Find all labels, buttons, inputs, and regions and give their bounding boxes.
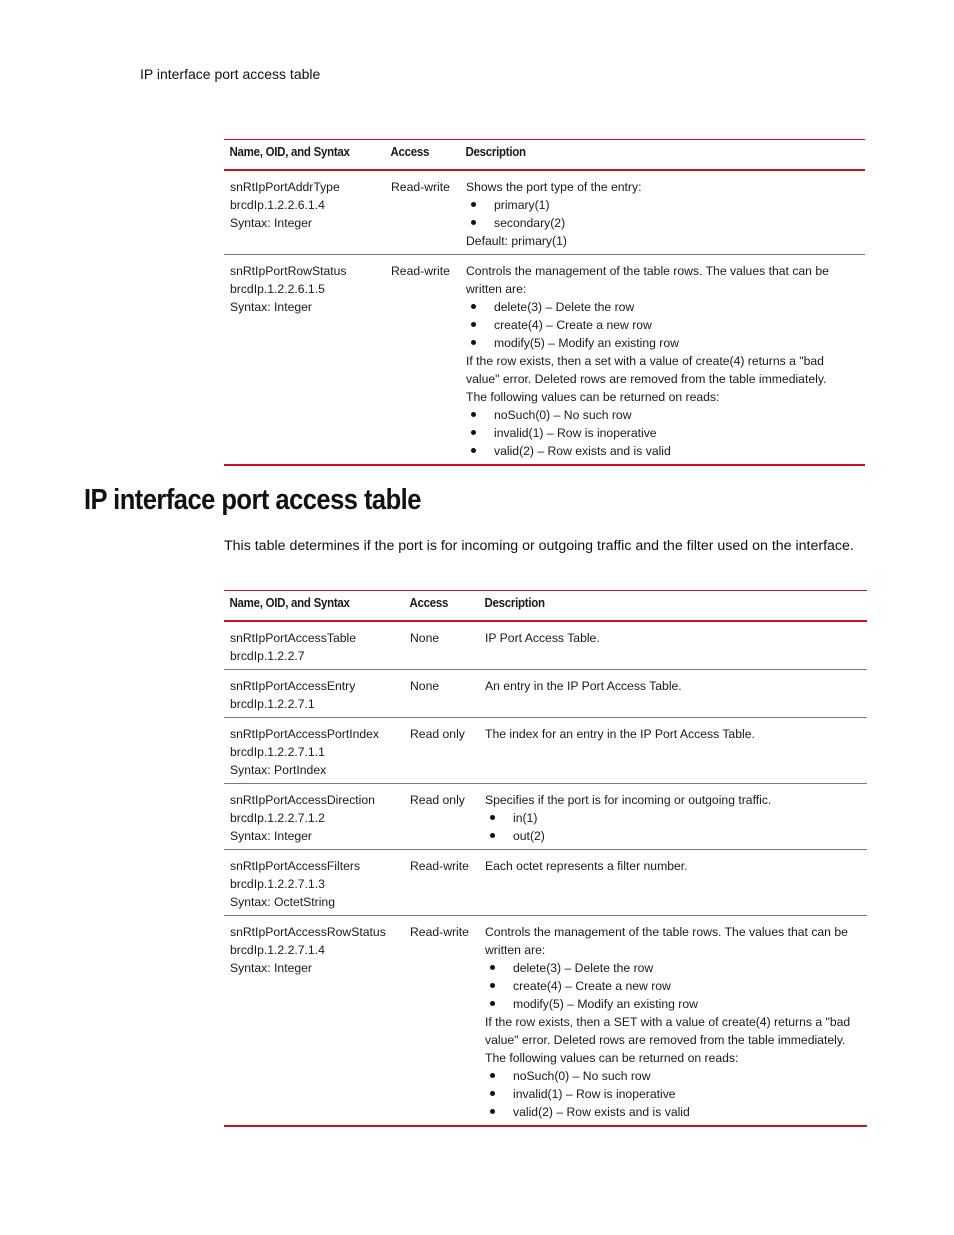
description-text: IP Port Access Table. bbox=[485, 631, 600, 645]
cell-access: Read-write bbox=[410, 925, 469, 939]
table-row bbox=[224, 784, 867, 850]
cell-access: Read-write bbox=[391, 180, 450, 194]
cell-name-oid-syntax bbox=[224, 670, 404, 718]
object-syntax: Syntax: PortIndex bbox=[230, 763, 327, 777]
cell-description bbox=[460, 170, 865, 255]
bullet-item: out(2) bbox=[485, 827, 861, 845]
object-oid: brcdIp.1.2.2.7 bbox=[230, 649, 305, 663]
cell-name-oid-syntax bbox=[224, 718, 404, 784]
description-text: Controls the management of the table rows. The values that can be written are: bbox=[466, 264, 829, 296]
bullet-item: in(1) bbox=[485, 809, 861, 827]
description-text: If the row exists, then a SET with a value of create(4) returns a "bad value" error. Deleted rows are removed from the table immediately. bbox=[485, 1015, 851, 1047]
bullet-list bbox=[466, 196, 859, 232]
bullet-item: create(4) – Create a new row bbox=[466, 316, 859, 334]
table-row bbox=[224, 670, 867, 718]
cell-name-oid-syntax bbox=[224, 784, 404, 850]
bullet-item: primary(1) bbox=[466, 196, 859, 214]
column-header-name: Name, OID, and Syntax bbox=[229, 596, 350, 610]
description-text: Each octet represents a filter number. bbox=[485, 859, 688, 873]
table-body bbox=[224, 170, 865, 465]
object-name: snRtIpPortRowStatus bbox=[230, 264, 347, 278]
description-text: Shows the port type of the entry: bbox=[466, 180, 642, 194]
cell-description bbox=[479, 670, 867, 718]
object-syntax: Syntax: Integer bbox=[230, 961, 312, 975]
description-text: The following values can be returned on reads: bbox=[466, 390, 720, 404]
table-row bbox=[224, 916, 867, 1127]
bullet-list bbox=[485, 809, 861, 845]
object-name: snRtIpPortAddrType bbox=[230, 180, 340, 194]
cell-access: Read only bbox=[410, 793, 465, 807]
bullet-item: invalid(1) – Row is inoperative bbox=[485, 1085, 861, 1103]
bullet-item: valid(2) – Row exists and is valid bbox=[466, 442, 859, 460]
object-oid: brcdIp.1.2.2.6.1.5 bbox=[230, 282, 325, 296]
mib-table-ip-port-address bbox=[224, 139, 865, 466]
section-intro: This table determines if the port is for incoming or outgoing traffic and the filter used on the interface. bbox=[224, 538, 854, 554]
bullet-item: invalid(1) – Row is inoperative bbox=[466, 424, 859, 442]
cell-description bbox=[479, 916, 867, 1127]
bullet-list bbox=[466, 298, 859, 352]
bullet-item: create(4) – Create a new row bbox=[485, 977, 861, 995]
mib-table-ip-port-access bbox=[224, 590, 867, 1127]
cell-name-oid-syntax bbox=[224, 916, 404, 1127]
object-name: snRtIpPortAccessPortIndex bbox=[230, 727, 380, 741]
table-row bbox=[224, 170, 865, 255]
bullet-item: secondary(2) bbox=[466, 214, 859, 232]
table-row bbox=[224, 718, 867, 784]
column-header-access: Access bbox=[409, 596, 449, 610]
bullet-item: modify(5) – Modify an existing row bbox=[466, 334, 859, 352]
bullet-item: noSuch(0) – No such row bbox=[466, 406, 859, 424]
bullet-item: delete(3) – Delete the row bbox=[466, 298, 859, 316]
object-oid: brcdIp.1.2.2.7.1.3 bbox=[230, 877, 325, 891]
table-body bbox=[224, 621, 867, 1126]
cell-description bbox=[460, 255, 865, 466]
description-text: The index for an entry in the IP Port Access Table. bbox=[485, 727, 755, 741]
cell-description bbox=[479, 784, 867, 850]
cell-name-oid-syntax bbox=[224, 850, 404, 916]
bullet-item: noSuch(0) – No such row bbox=[485, 1067, 861, 1085]
cell-access: Read-write bbox=[410, 859, 469, 873]
object-syntax: Syntax: Integer bbox=[230, 829, 312, 843]
cell-access: None bbox=[410, 679, 440, 693]
object-name: snRtIpPortAccessTable bbox=[230, 631, 356, 645]
section-title: IP interface port access table bbox=[84, 484, 421, 516]
bullet-list bbox=[485, 959, 861, 1013]
cell-description bbox=[479, 850, 867, 916]
bullet-item: valid(2) – Row exists and is valid bbox=[485, 1103, 861, 1121]
object-syntax: Syntax: Integer bbox=[230, 216, 312, 230]
cell-description bbox=[479, 718, 867, 784]
object-name: snRtIpPortAccessEntry bbox=[230, 679, 356, 693]
bullet-list bbox=[485, 1067, 861, 1121]
object-oid: brcdIp.1.2.2.7.1 bbox=[230, 697, 315, 711]
object-syntax: Syntax: OctetString bbox=[230, 895, 335, 909]
description-text: Specifies if the port is for incoming or outgoing traffic. bbox=[485, 793, 772, 807]
cell-name-oid-syntax bbox=[224, 255, 385, 466]
object-name: snRtIpPortAccessDirection bbox=[230, 793, 375, 807]
bullet-item: modify(5) – Modify an existing row bbox=[485, 995, 861, 1013]
object-oid: brcdIp.1.2.2.7.1.4 bbox=[230, 943, 325, 957]
object-syntax: Syntax: Integer bbox=[230, 300, 312, 314]
description-text: The following values can be returned on reads: bbox=[485, 1051, 739, 1065]
description-text: If the row exists, then a set with a value of create(4) returns a "bad value" error. Deleted rows are removed from the table immediately. bbox=[466, 354, 827, 386]
table-row bbox=[224, 255, 865, 466]
description-text: An entry in the IP Port Access Table. bbox=[485, 679, 682, 693]
column-header-access: Access bbox=[390, 145, 430, 159]
bullet-list bbox=[466, 406, 859, 460]
running-header: IP interface port access table bbox=[140, 66, 321, 82]
object-name: snRtIpPortAccessFilters bbox=[230, 859, 361, 873]
description-text: Default: primary(1) bbox=[466, 234, 567, 248]
table-row bbox=[224, 621, 867, 670]
cell-name-oid-syntax bbox=[224, 170, 385, 255]
object-oid: brcdIp.1.2.2.7.1.1 bbox=[230, 745, 325, 759]
cell-description bbox=[479, 621, 867, 670]
cell-access: Read only bbox=[410, 727, 465, 741]
cell-access: Read-write bbox=[391, 264, 450, 278]
column-header-description: Description bbox=[465, 145, 526, 159]
object-oid: brcdIp.1.2.2.7.1.2 bbox=[230, 811, 325, 825]
table-header-row bbox=[224, 140, 865, 171]
table-row bbox=[224, 850, 867, 916]
table-header-row bbox=[224, 591, 867, 622]
cell-access: None bbox=[410, 631, 440, 645]
column-header-description: Description bbox=[484, 596, 545, 610]
description-text: Controls the management of the table rows. The values that can be written are: bbox=[485, 925, 848, 957]
bullet-item: delete(3) – Delete the row bbox=[485, 959, 861, 977]
object-oid: brcdIp.1.2.2.6.1.4 bbox=[230, 198, 325, 212]
cell-name-oid-syntax bbox=[224, 621, 404, 670]
column-header-name: Name, OID, and Syntax bbox=[229, 145, 350, 159]
object-name: snRtIpPortAccessRowStatus bbox=[230, 925, 386, 939]
